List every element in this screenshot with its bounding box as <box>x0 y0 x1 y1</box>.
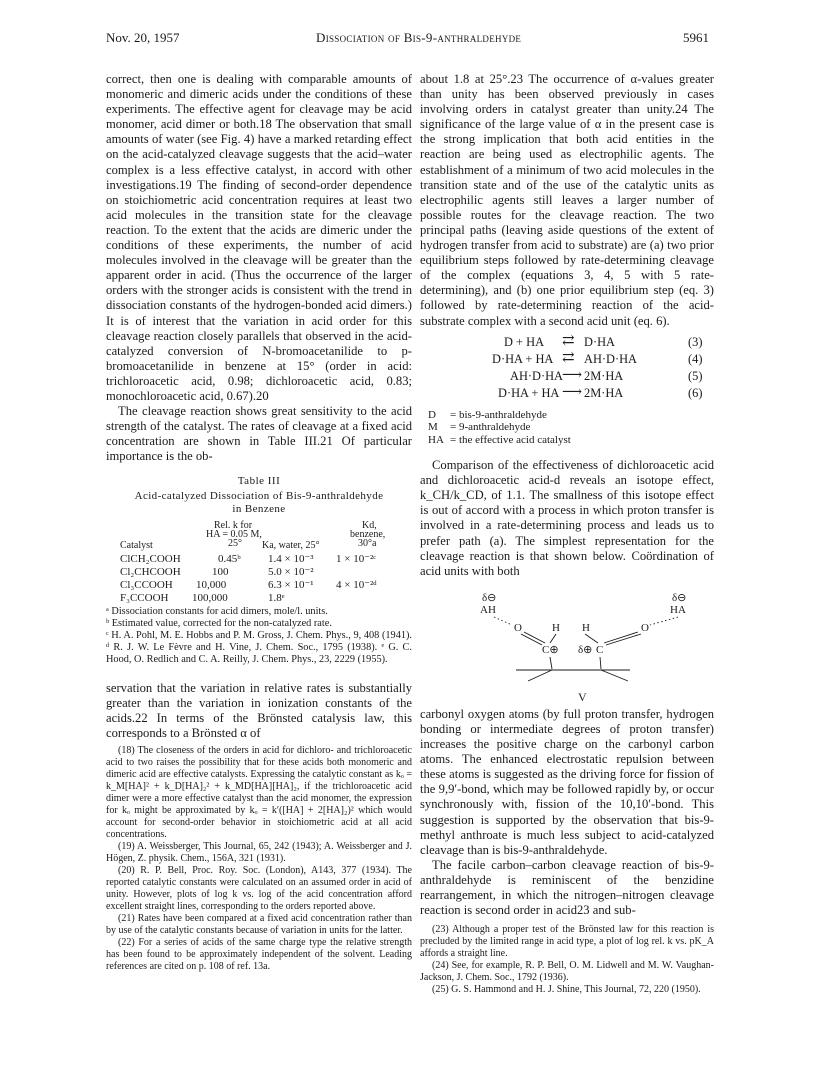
footnotes <box>106 745 412 973</box>
body-paragraph: about 1.8 at 25°.23 The occurrence of α-values greater than unity has been observed previously in cases involving orders in catalyst greater than unity.24 The significance of the large value of α in the present case is the strong implication that both acid entities in the reaction are being used as electrophilic agents. The establishment of a minimum of two acid molecules in the transition state and of the use of the catalytic units as electrophilic agents still leaves a larger number of possible routes for the cleavage reaction. The two principal paths (leaving aside questions of the extent of hydrogen transfer from acid to substrate) are (a) two prior equilibrium steps followed by rate-determining cleavage of the complex (equations 3, 4, 5 with 5 rate-determining), and (b) one prior equilibrium step (eq. 3) followed by rate-determining reaction of the acid-substrate complex with a second acid unit (eq. 6). <box>420 72 714 328</box>
column-header: Rel. k for <box>214 519 253 531</box>
oxygen-label: O <box>514 621 522 634</box>
table-cell: Cl₂CHCOOH <box>120 565 181 578</box>
bond-line <box>585 634 598 643</box>
page-number: 5961 <box>683 30 709 45</box>
body-paragraph: carbonyl oxygen atoms (by full proton transfer, hydrogen bonding or intermediate degrees of proton transfer) increases the positive charge on the carbonyl carbon atoms. The enhanced electrostatic repulsion between these atoms is suggested as the driving force for fission of the 9,9′-bond, which may be followed rapidly by, or occur synchronously with, fission of the 10,10′-bond. This suggestion is supported by the observation that bis-9-methyl anthroate is much less subject to acid-catalyzed cleavage than is bis-9-anthraldehyde. <box>420 706 714 857</box>
hydrogen-label: H <box>552 621 560 634</box>
definition-row: D = bis-9-anthraldehyde <box>428 408 547 421</box>
column-header: HA = 0.05 M, <box>206 528 262 540</box>
table-cell: F₃CCOOH <box>120 591 169 604</box>
equation-rhs: AH·D·HA <box>584 351 637 366</box>
symbol-definitions <box>428 409 714 447</box>
equation-lhs: D·HA + HA <box>498 385 560 400</box>
footnote: (19) A. Weissberger, This Journal, 65, 242 (1943); A. Weissberger and J. Högen, Z. physik. Chem., 156A, 321 (1931). <box>106 840 412 864</box>
bond-line <box>601 670 628 681</box>
table-cell: 1.8ᵉ <box>268 591 285 604</box>
oxygen-label: O <box>641 621 649 634</box>
equation-lhs: D + HA <box>504 334 545 349</box>
bond-line <box>550 634 556 643</box>
table-cell: 5.0 × 10⁻² <box>268 565 314 578</box>
column-header: 25° <box>228 537 242 549</box>
column-header: Catalyst <box>120 539 153 551</box>
table-cell: 100,000 <box>192 591 228 604</box>
equation-number: (6) <box>688 385 703 400</box>
footnote: (21) Rates have been compared at a fixed acid concentration rather than by use of the catalytic constants because of variation in units for the latter. <box>106 912 412 936</box>
column-header: Ka, water, 25° <box>262 539 320 551</box>
acid-label: AH <box>480 603 496 616</box>
column-header: benzene, <box>350 528 386 540</box>
bond-line <box>600 657 601 669</box>
equilibrium-arrow-icon: ⇄ <box>562 332 575 349</box>
bond-line <box>606 634 641 645</box>
footnote: (18) The closeness of the orders in acid for dichloro- and trichloroacetic acid to two raises the possibility that for these acids both monomeric and dimeric acid are effective catalysts. Expressing the catalytic constant as kₒ = k_M[HA]² + k_D[HA]₂² + k_MD[HA][HA]₂, if the trichloroacetic acid dimer were a more effective catalyst than the acid monomer, the expression for kₒ might be approximated by kₒ = k′([HA] + 2[HA]₂)² which would account for second-order behavior in stoichiometric acid at all acid concentrations. <box>106 744 412 840</box>
definition-row: M = 9-anthraldehyde <box>428 421 531 434</box>
table-cell: 4 × 10⁻²ᵈ <box>336 578 377 591</box>
hydrogen-bond-line <box>650 617 678 625</box>
body-paragraph: correct, then one is dealing with comparable amounts of monomeric and dimeric acids under the conditions of these experiments. The effective agent for cleavage may be acid monomer, acid dimer or both.18 The observation that small amounts of water (see Fig. 4) have a marked retarding effect on the acid-catalyzed cleavage suggests that the acid–water complex is a less effective catalyst, in accord with other investigations.19 The finding of second-order dependence on stoichiometric acid concentration requires at least two acid molecules in the transition state for the cleavage reaction. To the extent that the acids are dimeric under the conditions of these experiments, the number of acid molecules involved in the cleavage will be greater than the apparent order in acid. (Thus the occurrence of the larger orders with the stronger acids is consistent with the trend in dissociation constants of the hydrogen-bonded acid dimers.) It is of interest that the variation in acid order for this cleavage reaction closely parallels that observed in the acid-catalyzed conversion of N-bromoacetanilide to p-bromoacetanilide in benzene at 15° (order in acid: trichloroacetic acid, 0.98; dichloroacetic acid, 0.83; monochloroacetic acid, 0.67).20 <box>106 72 412 403</box>
footnote: (20) R. P. Bell, Proc. Roy. Soc. (London), A143, 377 (1934). The reported catalytic constants were calculated on an assumed order in acid of unity. However, plots of log k vs. log of the acid concentration afford excellent straight lines, corresponding to the orders reported above. <box>106 864 412 912</box>
equation-rhs: D·HA <box>584 334 615 349</box>
footnotes <box>420 924 714 996</box>
table-cell: 10,000 <box>196 578 227 591</box>
column-header: Kd, <box>362 519 377 531</box>
table-caption: in Benzene <box>232 502 286 515</box>
header-date: Nov. 20, 1957 <box>106 30 180 45</box>
running-header <box>0 30 820 50</box>
definition-row: HA = the effective acid catalyst <box>428 433 571 446</box>
carbon-label: C⊕ <box>542 643 559 656</box>
bond-line <box>604 632 638 643</box>
equation-block <box>420 332 714 405</box>
table-title: Table III <box>237 475 281 488</box>
equation-rhs: 2M·HA <box>584 385 624 400</box>
structure-svg <box>420 579 714 707</box>
table-cell: ClCH₂COOH <box>120 552 181 565</box>
arrow-right-icon: ⟶ <box>562 384 583 400</box>
footnote: (22) For a series of acids of the same charge type the relative strength has been found to be approximately independent of the solvent. Leading references are cited on p. 108 of ref. 13a. <box>106 936 412 972</box>
equation-lhs: AH·D·HA <box>510 368 563 383</box>
table-footnote: ᵇ Estimated value, corrected for the non-catalyzed rate. <box>106 617 332 629</box>
equation-number: (5) <box>688 368 703 383</box>
delta-minus-label: δ⊖ <box>482 591 497 604</box>
bond-line <box>550 657 552 669</box>
bond-line <box>528 670 552 681</box>
hydrogen-label: H <box>582 621 590 634</box>
structure-label: V <box>578 689 587 704</box>
table-cell: 0.45ᵇ <box>218 552 241 565</box>
body-paragraph: The facile carbon–carbon cleavage reaction of bis-9-anthraldehyde is reminiscent of the benzidine rearrangement, in which the nitrogen–nitrogen cleavage reaction is second order in acid23 and sub- <box>420 857 714 918</box>
column-header: 30°a <box>358 537 377 549</box>
right-column <box>420 72 714 996</box>
table-cell: 1 × 10⁻²ᶜ <box>336 552 377 565</box>
equation-lhs: D·HA + HA <box>492 351 554 366</box>
arrow-right-icon: ⟶ <box>562 367 583 383</box>
data-table <box>106 516 412 602</box>
structure-diagram <box>420 579 714 707</box>
table-cell: Cl₃CCOOH <box>120 578 173 591</box>
body-paragraph: servation that the variation in relative rates is substantially greater than the variation in ionization constants of the acids.22 In terms of the Brönsted catalysis law, this corresponds to a Brönsted α of <box>106 680 412 740</box>
table-cell: 100 <box>212 565 229 578</box>
footnote: (23) Although a proper test of the Brönsted law for this reaction is precluded by the limited range in acid type, a plot of log rel. k vs. pK_A affords a straight line. <box>420 924 714 960</box>
table-cell: 6.3 × 10⁻¹ <box>268 578 314 591</box>
hydrogen-bond-line <box>494 617 512 625</box>
table-footnotes <box>106 606 412 667</box>
footnote: (24) See, for example, R. P. Bell, O. M. Lidwell and M. W. Vaughan-Jackson, J. Chem. Soc., 1792 (1936). <box>420 960 714 984</box>
equation-number: (4) <box>688 351 703 366</box>
acid-label: HA <box>670 603 686 616</box>
body-paragraph: Comparison of the effectiveness of dichloroacetic acid and dichloroacetic acid-d reveals an isotope effect, k_CH/k_CD, of 1.1. The smallness of this isotope effect is out of accord with a process in which proton transfer is involved in a rate-determining process and leads us to prefer path (a). The simplest representation for the cleavage reaction is that shown below. Coördination of acid units with both <box>420 458 714 578</box>
footnote: (25) G. S. Hammond and H. J. Shine, This Journal, 72, 220 (1950). <box>432 984 701 996</box>
delta-minus-label: δ⊖ <box>672 591 687 604</box>
table-footnote: ᶜ H. A. Pohl, M. E. Hobbs and P. M. Gross, J. Chem. Phys., 9, 408 (1941). ᵈ R. J. W. Le Fèvre and H. Vine, J. Chem. Soc., 1795 (1938). ᵉ G. C. Hood, O. Redlich and C. A. Reilly, J. Chem. Phys., 23, 2229 (1955). <box>106 629 412 666</box>
table-caption: Acid-catalyzed Dissociation of Bis-9-anthraldehyde <box>134 489 384 502</box>
delta-plus-label: δ⊕ <box>578 643 593 656</box>
header-title: Dissociation of Bis-9-anthraldehyde <box>316 30 522 45</box>
equilibrium-arrow-icon: ⇄ <box>562 349 575 366</box>
equation-number: (3) <box>688 334 703 349</box>
equation-rhs: 2M·HA <box>584 368 624 383</box>
table-cell: 1.4 × 10⁻³ <box>268 552 314 565</box>
body-paragraph: The cleavage reaction shows great sensitivity to the acid strength of the catalyst. The rates of cleavage at a fixed acid concentration are shown in Table III.21 Of particular importance is the ob- <box>106 404 412 464</box>
table-footnote: ᵃ Dissociation constants for acid dimers, mole/l. units. <box>106 605 328 617</box>
left-column <box>106 72 412 973</box>
carbon-label: C <box>596 643 604 656</box>
